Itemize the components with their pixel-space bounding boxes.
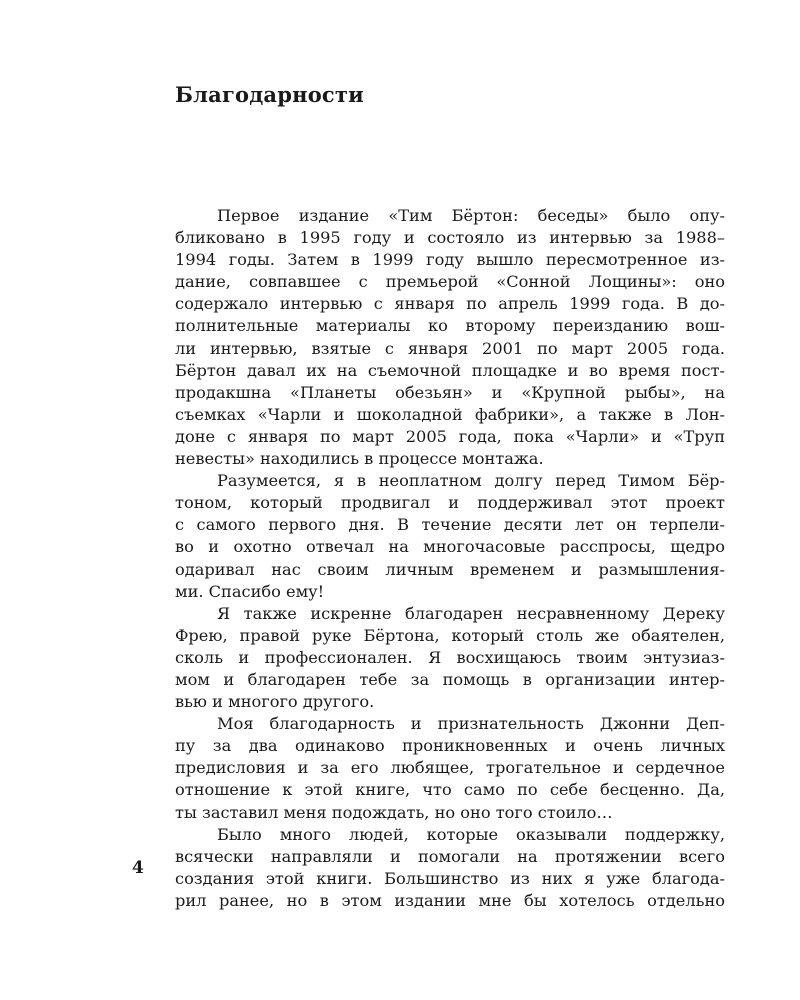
text-line: ты заставил меня подождать, но оно того стоило… xyxy=(175,802,613,822)
text-line: съемках «Чарли и шоколадной фабрики», а также в Лон- xyxy=(175,404,725,424)
text-line: полнительные материалы ко второму переизданию вош- xyxy=(175,316,725,336)
text-line: с самого первого дня. В течение десяти лет он терпели- xyxy=(175,515,725,535)
text-line: всячески направляли и помогали на протяжении всего xyxy=(175,846,725,866)
text-line: во и охотно отвечал на многочасовые расспросы, щедро xyxy=(175,537,725,557)
text-line: Моя благодарность и признательность Джонни Деп- xyxy=(217,714,725,734)
text-line: бликовано в 1995 году и состояло из интервью за 1988– xyxy=(175,228,725,248)
text-line: ми. Спасибо ему! xyxy=(175,581,325,601)
text-line: содержало интервью с января по апрель 1999 года. В до- xyxy=(175,294,725,314)
text-line: мом и благодарен тебе за помощь в организации интер- xyxy=(175,669,725,689)
text-line: сколь и профессионален. Я восхищаюсь твоим энтузиаз- xyxy=(175,647,725,667)
text-line: пу за два одинаково проникновенных и очень личных xyxy=(175,736,725,756)
text-line: ли интервью, взятые с января 2001 по март 2005 года. xyxy=(175,338,725,358)
text-line: предисловия и за его любящее, трогательное и сердечное xyxy=(175,758,725,778)
text-line: Первое издание «Тим Бёртон: беседы» было опу- xyxy=(217,206,725,225)
text-line: Было много людей, которые оказывали поддержку, xyxy=(217,824,725,844)
text-line: 1994 годы. Затем в 1999 году вышло пересмотренное из- xyxy=(175,250,725,270)
text-line: Разумеется, я в неоплатном долгу перед Тимом Бёр- xyxy=(217,471,725,491)
text-line: Я также искренне благодарен несравненному Дереку xyxy=(217,603,725,623)
chapter-title: Благодарности xyxy=(175,82,364,107)
text-line: создания этой книги. Большинство из них я уже благода- xyxy=(175,868,725,888)
text-line: рил ранее, но в этом издании мне бы хотелось отдельно xyxy=(175,890,725,910)
text-line: вью и многого другого. xyxy=(175,692,375,712)
text-line: Фрею, правой руке Бёртона, который столь же обаятелен, xyxy=(175,625,725,645)
text-line: отношение к этой книге, что само по себе бесценно. Да, xyxy=(175,780,725,800)
body-text xyxy=(175,205,725,912)
text-line: дание, совпавшее с премьерой «Сонной Лощины»: оно xyxy=(175,272,725,292)
text-line: продакшна «Планеты обезьян» и «Крупной рыбы», на xyxy=(175,382,725,402)
text-line: доне с января по март 2005 года, пока «Чарли» и «Труп xyxy=(175,426,725,446)
text-line: тоном, который продвигал и поддерживал этот проект xyxy=(175,493,725,513)
text-line: Бёртон давал их на съемочной площадке и во время пост- xyxy=(175,360,725,380)
text-line: невесты» находились в процессе монтажа. xyxy=(175,449,544,469)
page-number: 4 xyxy=(132,858,144,878)
text-line: одаривал нас своим личным временем и размышления- xyxy=(175,559,725,579)
